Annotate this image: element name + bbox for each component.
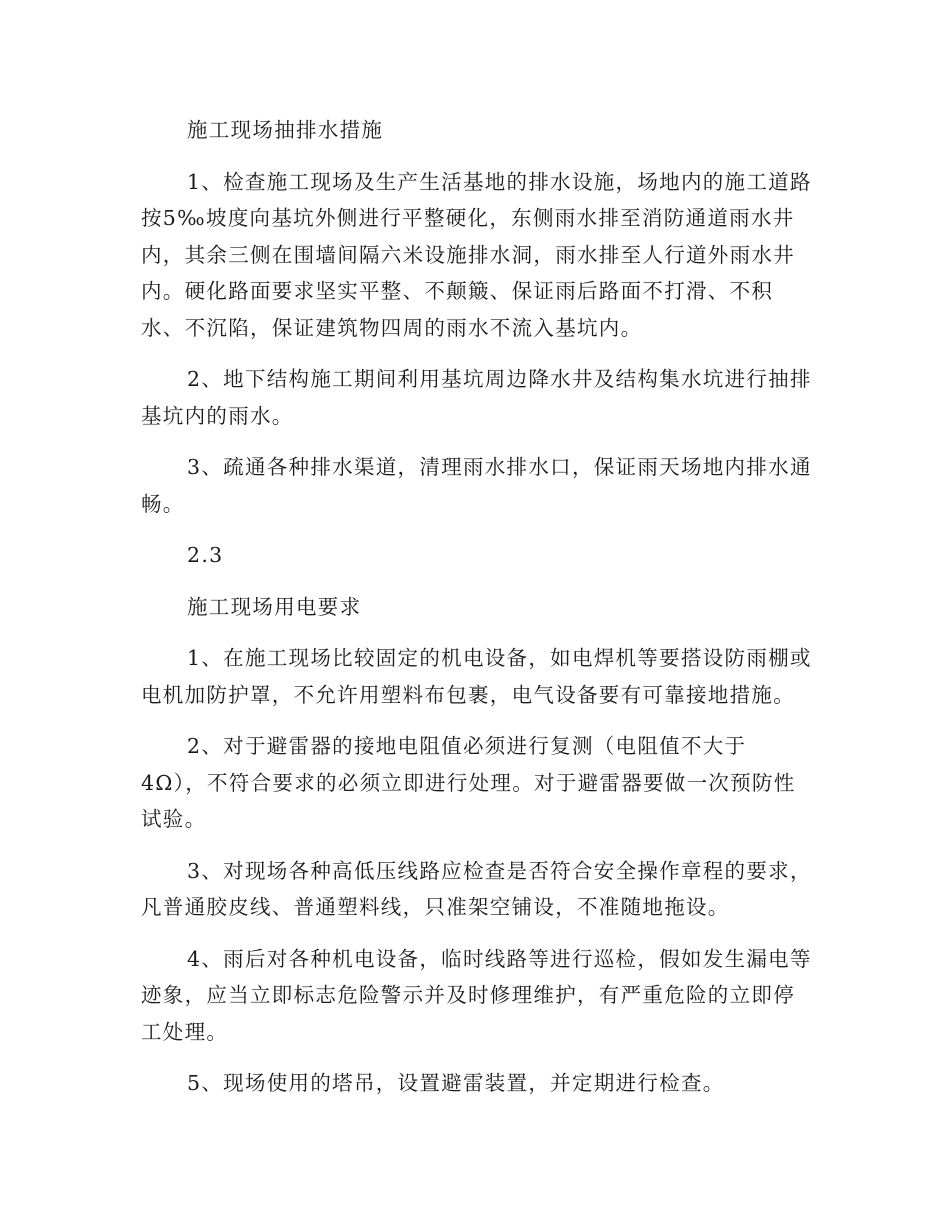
text-line: 1、在施工现场比较固定的机电设备，如电焊机等要搭设防雨棚或 bbox=[187, 646, 812, 670]
text-line: 2、地下结构施工期间利用基坑周边降水井及结构集水坑进行抽排 bbox=[187, 367, 812, 391]
text-line: 凡普通胶皮线、普通塑料线，只准架空铺设，不准随地拖设。 bbox=[141, 895, 730, 919]
text-line: 电机加防护罩，不允许用塑料布包裹，电气设备要有可靠接地措施。 bbox=[141, 682, 795, 707]
text-line: 水、不沉陷，保证建筑物四周的雨水不流入基坑内。 bbox=[141, 315, 643, 340]
drainage-item-2 bbox=[141, 361, 813, 434]
text-line: 3、疏通各种排水渠道，清理雨水排水口，保证雨天场地内排水通 bbox=[187, 455, 812, 479]
text-line: 按5‰坡度向基坑外侧进行平整硬化，东侧雨水排至消防通道雨水井 bbox=[141, 206, 795, 230]
drainage-item-1 bbox=[141, 164, 813, 347]
text-line: 2、对于避雷器的接地电阻值必须进行复测（电阻值不大于 bbox=[187, 734, 747, 758]
electricity-item-1 bbox=[141, 640, 813, 713]
text-line: 4Ω），不符合要求的必须立即进行处理。对于避雷器要做一次预防性 bbox=[141, 770, 796, 795]
text-line: 4、雨后对各种机电设备，临时线路等进行巡检，假如发生漏电等 bbox=[187, 946, 812, 971]
text-line: 3、对现场各种高低压线路应检查是否符合安全操作章程的要求， bbox=[187, 858, 812, 883]
text-line: 试验。 bbox=[141, 807, 207, 831]
section-number: 2.3 bbox=[187, 543, 224, 567]
electricity-item-3 bbox=[141, 853, 813, 926]
text-line: 1、检查施工现场及生产生活基地的排水设施，场地内的施工道路 bbox=[187, 169, 812, 194]
section-title-drainage: 施工现场抽排水措施 bbox=[187, 118, 384, 142]
section-title-electricity: 施工现场用电要求 bbox=[187, 594, 362, 619]
text-line: 迹象，应当立即标志危险警示并及时修理维护，有严重危险的立即停 bbox=[141, 983, 795, 1007]
text-line: 基坑内的雨水。 bbox=[141, 403, 294, 428]
document-body bbox=[141, 112, 813, 1117]
text-line: 工处理。 bbox=[141, 1019, 229, 1044]
text-line: 内，其余三侧在围墙间隔六米设施排水洞，雨水排至人行道外雨水井 bbox=[141, 242, 795, 267]
text-line: 5、现场使用的塔吊，设置避雷装置，并定期进行检查。 bbox=[187, 1071, 725, 1095]
electricity-item-4 bbox=[141, 941, 813, 1051]
text-line: 内。硬化路面要求坚实平整、不颠簸、保证雨后路面不打滑、不积 bbox=[141, 279, 774, 303]
drainage-item-3 bbox=[141, 449, 813, 522]
electricity-item-2 bbox=[141, 728, 813, 838]
text-line: 畅。 bbox=[141, 491, 185, 516]
electricity-item-5 bbox=[141, 1065, 813, 1102]
